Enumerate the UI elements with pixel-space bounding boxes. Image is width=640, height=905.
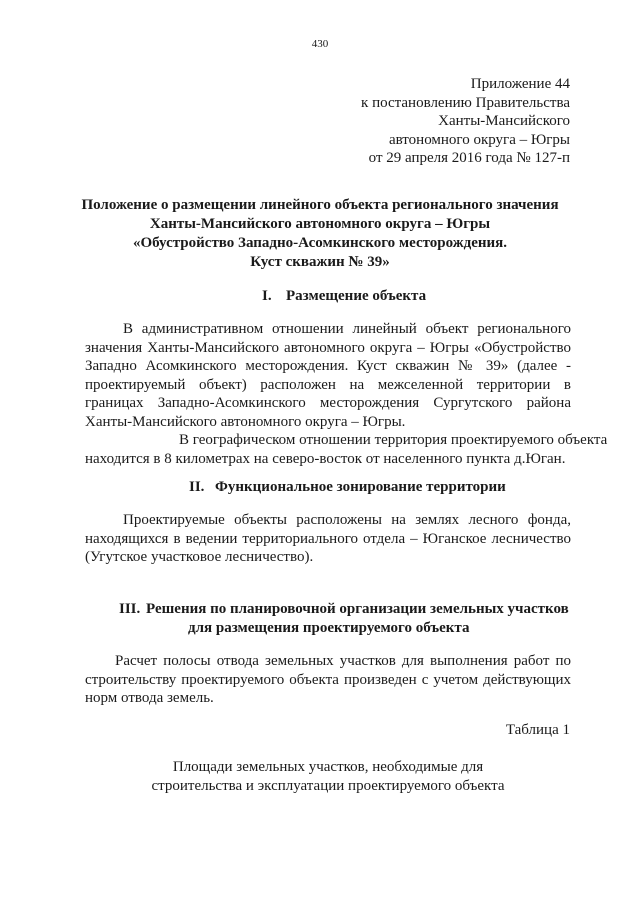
text-line: Расчет полосы отвода земельных участков для выполнения работ по [115, 653, 571, 669]
section-title: для размещения проектируемого объекта [188, 620, 470, 636]
text-line: норм отвода земель. [85, 690, 214, 706]
section-heading-3 [119, 600, 569, 619]
document-title [60, 196, 580, 272]
text-line: находящихся в ведении территориального отдела – Юганское лесничество [85, 530, 571, 547]
table-label: Таблица 1 [505, 722, 570, 738]
table-caption [85, 758, 571, 796]
appendix-line: от 29 апреля 2016 года № 127-п [368, 150, 570, 166]
appendix-line: Ханты-Мансийского [438, 113, 570, 129]
text-line: (Угутское участковое лесничество). [85, 549, 314, 565]
text-line: Ханты-Мансийского автономного округа – Югры. [85, 413, 406, 430]
page-number: 430 [311, 38, 329, 50]
paragraph-location [85, 320, 608, 468]
text-line: проектируемый объект) расположен на межселенной территории в [85, 376, 571, 393]
section-title: Функциональное зонирование территории [215, 479, 506, 495]
title-line: Куст скважин № 39» [250, 254, 390, 270]
appendix-line: к постановлению Правительства [361, 94, 570, 111]
text-line: Проектируемые объекты расположены на землях лесного фонда, [123, 512, 571, 528]
title-line: Ханты-Мансийского автономного округа – Югры [149, 216, 491, 232]
section-number: I. [262, 288, 272, 304]
text-line: границах Западно-Асомкинского месторождения Сургутского района [85, 395, 571, 411]
appendix-line: Приложение 44 [470, 76, 570, 92]
text-line: строительству проектируемого объекта произведен с учетом действующих [85, 671, 571, 688]
section-title: Решения по планировочной организации земельных участков [146, 601, 569, 617]
section-title: Размещение объекта [286, 288, 427, 304]
text-line: В административном отношении линейный объект регионального [123, 321, 571, 337]
section-heading-1 [262, 287, 426, 306]
caption-line: строительства и эксплуатации проектируемого объекта [151, 778, 505, 794]
appendix-block [250, 75, 570, 168]
appendix-line: автономного округа – Югры [388, 131, 570, 148]
text-line: значения Ханты-Мансийского автономного округа – Югры «Обустройство [85, 339, 571, 356]
text-line: находится в 8 километрах на северо-восток от населенного пункта д.Юган. [85, 450, 566, 467]
title-line: Положение о размещении линейного объекта регионального значения [81, 197, 559, 213]
text-line: В географическом отношении территория проектируемого объекта [179, 432, 608, 448]
section-number: III. [119, 601, 141, 617]
section-heading-3-cont [188, 619, 469, 638]
section-heading-2 [189, 478, 506, 497]
text-line: Западно Асомкинского месторождения. Куст скважин № 39» (далее - [85, 358, 571, 374]
title-line: «Обустройство Западно-Асомкинского месторождения. [132, 235, 508, 251]
paragraph-planning [85, 652, 571, 708]
section-number: II. [189, 479, 205, 495]
caption-line: Площади земельных участков, необходимые для [172, 759, 484, 775]
paragraph-zoning [85, 511, 571, 567]
